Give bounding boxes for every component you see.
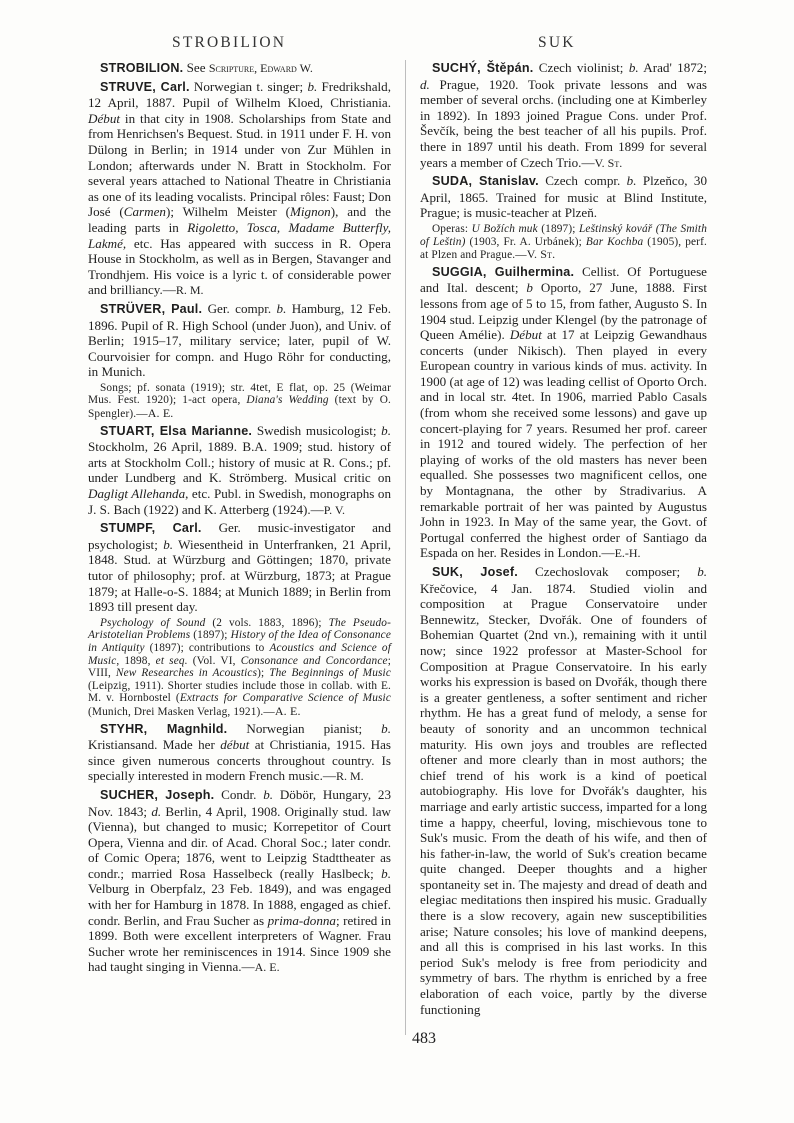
italic-term: Début: [88, 110, 120, 126]
entry-text: Swedish musicologist;: [252, 422, 382, 438]
author-initials: P. V.: [323, 502, 346, 517]
entry-suchy: [420, 60, 707, 171]
works-text: , 1898,: [116, 654, 156, 667]
headword: SUCHÝ, Štěpán.: [432, 61, 534, 75]
abbrev-born: b.: [628, 60, 639, 75]
abbrev-born: b.: [381, 720, 391, 736]
entry-text: ); Wilhelm Meister (: [165, 204, 290, 220]
entry-text: Kristiansand. Made her: [88, 737, 221, 753]
author-initials: A. E.: [147, 406, 174, 421]
work-title: Extracts for Comparative Science of Music: [179, 692, 391, 705]
works-text: (1903, Fr. A. Urbánek);: [465, 235, 586, 248]
work-title: Psychology of Sound: [100, 616, 206, 629]
entry-text: Arad' 1872;: [638, 60, 707, 75]
headword: STUMPF, Carl.: [100, 521, 202, 536]
abbrev-born: b.: [307, 78, 318, 94]
italic-term: début: [220, 737, 250, 753]
entry-text: Cellist. Of Portuguese and Ital. descent;: [420, 263, 707, 296]
author-initials: A. E.: [254, 960, 280, 975]
work-title: Diana's Wedding: [246, 394, 329, 407]
entry-text: at 17 at Leipzig Gewandhaus concerts (under Nikisch). Then played in every European country in various kinds of mus. activity. In 1900 (at age of 12) was leading cellist of Oporto Orch. and in local str. 4tet. In 1906, married Pablo Casals (from whom she received some lessons) and gave up concert-playing for 7 years. Resumed her prof. career in 1912 and toured widely. The perfection of her playing of works of the old masters has never been equalled. She possesses two magnificent cellos, one by Montagnana, the other by Stradivarius. A remarkable portrait of her was painted by Augustus John in 1923. In May of the same year, the Govt. of Portugal conferred the highest order of Santiago da Espada on her. Resides in London.—: [420, 327, 707, 561]
works-text: (text by O. Spengler).—: [88, 394, 391, 421]
works-text: (1905), perf. at Plzen and Prague.—: [420, 235, 707, 262]
works-text: Operas:: [432, 222, 472, 235]
entry-text: in that city in 1908. Scholarships from State and from Henrichsen's Bequest. Stud. in 1911 under F. H. von Dülong in Berlin; in 1914 under von Zur Mühlen in London; afterwards under N. Bratt in Stockholm. For several years attached to National Theatre in Christiania as one of its leading vocalists. Principal rôles: Faust; Don José (: [88, 110, 391, 220]
entry-text: Ger. music-investigator and psychologist;: [88, 520, 391, 552]
entry-text: ), and the leading parts in: [88, 204, 391, 235]
headword: SUDA, Stanislav.: [432, 174, 539, 189]
entry-text: Wiesentheid in Unterfranken, 21 April, 1848. Stud. at Würzburg and Göttingen; 1870, private tutor of philosophy; prof. at Würzburg, 1873; at Prague 1879; at Halle-o-S. 1884; at Munich 1889; in Berlin from 1893 till present day.: [88, 536, 391, 615]
abbrev-died: d.: [151, 803, 162, 819]
italic-term: prima-donna: [267, 912, 336, 928]
entry-text: Norwegian t. singer;: [189, 78, 308, 94]
headword: SUK, Josef.: [432, 565, 518, 579]
works-list-struver: [88, 382, 391, 421]
entry-struve: [88, 79, 391, 299]
author-initials: A. E.: [274, 703, 301, 718]
entry-suggia: [420, 264, 707, 562]
works-text: (Vol. VI,: [187, 654, 241, 667]
author-initials: V. St.: [594, 155, 623, 170]
works-text: (Leipzig, 1911). Shorter studies include those in collab. with E. M. v. Hornbostel (: [88, 679, 391, 705]
entry-text: Stockholm, 26 April, 1889. B.A. 1909; stud. history of arts at Stockholm Coll.; history of music at R. Cons.; pf. under Lundberg and K. Strömberg. Musical critic on: [88, 439, 391, 486]
entry-text: , etc. Publ. in Swedish, monographs on J. S. Bach (1922) and K. Atterberg (1924).—: [88, 486, 391, 517]
running-head-left: STROBILION: [172, 34, 287, 51]
abbrev-born: b.: [697, 564, 708, 579]
running-head-right: SUK: [538, 34, 576, 51]
abbrev-born: b.: [263, 786, 274, 802]
entry-text: Křečovice, 4 Jan. 1874. Studied violin and composition at Prague Conservatoire under Bennewitz, Stecker, Dvořák. One of founders of Bohemian Quartet (2nd vn.), remaining with it until now; since 1922 professor at Master-School for Composition at Prague Conservatoire. In his early works his expression is based on Dvořák, though there is a greater gentleness, a softer sentiment and richer rhythm. He has a great fund of melody, a sense for beauty of sonority and an uncommon technical maturity. His own joys and troubles are reflected oftener and more clearly than in most authors; the chief trend of his work is a kind of poetical autobiography. His love for Dvořák's daughter, his marriage and early artistic success, imparted for a long time a happy, cheerful, loving, mischievous tone to Suk's music. From the death of his wife, and then of his father-in-law, the world of Suk's creation became quite changed. Deeper thoughts and a higher spontaneity set in. The majesty and dread of death and elegiac meditations then inspired his music. Gradually there is a slow recovery, again new susceptibilities arise; Nature consoles; his love of mankind deepens, and all this is comprised in his last works. In this period Suk's melody is free from periodicity and symmetry of bars. The rhythm is enriched by a free elaboration of each voice, partly by the diverse functioning: [420, 580, 707, 1017]
entry-text: Velburg in Oberpfalz, 23 Feb. 1849), and was engaged with her for Hamburg in 1878. In 1888, engaged as chief. condr. Berlin, and Frau Sucher as: [88, 881, 391, 928]
work-title: Bar Kochba: [585, 235, 644, 248]
page-number: 483: [412, 1030, 436, 1047]
entry-text: at Christiania, 1915. Has since given numerous concerts throughout country. Is specially interested in modern French music.—: [88, 737, 391, 784]
entry-sucher: [88, 787, 391, 976]
work-title: Acoustics and Science of Music: [88, 641, 392, 667]
entry-stuart: [88, 423, 391, 519]
abbrev-born: b.: [276, 300, 287, 316]
entry-text: etc. Has appeared with success in R. Opera House in Stockholm, as well as in Bergen, Stavanger and Trondhjem. His voice is a lyric t. of considerable power and brilliancy.—: [88, 235, 391, 298]
left-column: [88, 60, 391, 978]
abbrev-born: b.: [163, 536, 174, 552]
works-list-suda: [420, 223, 707, 262]
italic-term: et seq.: [155, 654, 188, 667]
abbrev-born: b.: [381, 865, 391, 881]
headword: STRUVE, Carl.: [100, 79, 190, 94]
entry-text: Condr.: [214, 786, 264, 802]
work-title: The Beginnings of Music: [269, 667, 391, 680]
entry-text: Plzeňco, 30 April, 1865. Trained for music at Blind Institute, Prague; is music-teacher at Plzeň.: [420, 173, 707, 221]
abbrev-born: b: [526, 280, 533, 296]
entry-stumpf: [88, 520, 391, 615]
right-column: [420, 60, 707, 1019]
headword: STYHR, Magnhild.: [100, 721, 228, 736]
entry-text: Ger. compr.: [202, 300, 277, 316]
entry-text: Norwegian pianist;: [227, 720, 382, 736]
entry-suk: [420, 564, 707, 1017]
entry-text: Berlin, 4 April, 1908. Originally stud. law (Vienna), but changed to music; Korrepetitor of Court Opera, Vienna and dir. of Acad. Choral Soc.; later condr. of Comic Opera; 1876, went to Leipzig Stadttheater as condr.; married Rosa Hasselbeck (really Haslbeck;: [88, 803, 391, 881]
works-text: Songs; pf. sonata (1919); str. 4tet, E flat, op. 25 (Weimar Mus. Fest. 1920); 1-act opera,: [88, 381, 391, 407]
headword: STRÜVER, Paul.: [100, 301, 203, 316]
cross-reference: Scripture, Edward W.: [208, 61, 313, 75]
headword: SUGGIA, Guilhermina.: [432, 264, 575, 279]
works-text: (1897);: [537, 222, 579, 235]
works-list-stumpf: [88, 617, 391, 719]
works-text: (1897);: [190, 629, 231, 642]
headword: STUART, Elsa Marianne.: [100, 423, 253, 438]
headword: SUCHER, Joseph.: [100, 787, 215, 802]
works-text: (1897); contributions to: [144, 641, 270, 654]
work-title: History of the Idea of Consonance in Antiquity: [88, 629, 392, 654]
work-title: Consonance and Concordance: [240, 654, 388, 667]
works-text: (Munich, Drei Masken Verlag, 1921).—: [88, 705, 275, 718]
work-title: Leštinský kovář (The Smith of Leštin): [420, 222, 708, 248]
abbrev-born: b.: [381, 422, 391, 438]
work-title: New Researches in Acoustics: [115, 667, 258, 680]
italic-term: Début: [509, 327, 542, 343]
opera-title: Mignon: [290, 204, 331, 220]
author-initials: V. St.: [526, 247, 556, 262]
entry-text: Döbör, Hungary, 23 Nov. 1843;: [88, 786, 391, 819]
abbrev-died: d.: [420, 76, 430, 92]
opera-title: Carmen: [123, 204, 166, 220]
author-initials: R. M.: [175, 283, 204, 298]
work-title: U Božích muk: [471, 222, 538, 235]
entry-text: Czechoslovak composer;: [517, 564, 698, 579]
entry-text: Fredrikshald, 12 April, 1887. Pupil of Wilhelm Kloed, Christiania.: [88, 78, 391, 111]
entry-text: Czech violinist;: [533, 60, 629, 75]
entry-struver: [88, 301, 391, 380]
entry-text: Czech compr.: [538, 173, 627, 189]
abbrev-born: b.: [626, 173, 637, 189]
newspaper-title: Dagligt Allehanda: [88, 486, 186, 502]
entry-text: See: [183, 60, 209, 75]
entry-text: Oporto, 27 June, 1888. First lessons from age of 5 to 15, from father, Augusto S. In 1904 stud. Leipzig under Klengel (by the patronage of Queen Amélie).: [420, 280, 707, 343]
entry-text: Hamburg, 12 Feb. 1896. Pupil of R. High School (under Juon), and Univ. of Berlin; 1915–17, military service; later, pupil of W. Courvoisier for compn. and Hugo Röhr for conducting, in Munich.: [88, 300, 391, 380]
work-title: The Pseudo-Aristotelian Problems: [88, 616, 391, 642]
entry-text: Prague, 1920. Took private lessons and was member of several orchs. (including one at Kimberley in 1892). In 1893 joined Prague Cons. under Prof. Ševčík, being the best teacher of all his pupils. Prof. there in 1897 until his death. From 1899 for several years a member of Czech Trio.—: [420, 76, 707, 170]
entry-suda: [420, 173, 707, 221]
works-text: ; VIII,: [88, 654, 391, 680]
entry-styhr: [88, 721, 391, 785]
author-initials: R. M.: [336, 769, 364, 784]
works-text: );: [257, 667, 270, 680]
author-initials: E.-H.: [614, 546, 641, 561]
column-divider: [405, 60, 406, 1035]
entry-strobilion: [88, 60, 391, 77]
headword: STROBILION.: [100, 61, 184, 75]
works-text: (2 vols. 1883, 1896);: [205, 616, 329, 629]
opera-titles: Rigoletto, Tosca, Madame Butterfly, Lakmé,: [88, 219, 391, 251]
entry-text: ; retired in 1899. Both were excellent interpreters of Wagner. Frau Sucher wrote her reminiscences in 1914. Since 1909 she had taught singing in Vienna.—: [88, 912, 391, 975]
